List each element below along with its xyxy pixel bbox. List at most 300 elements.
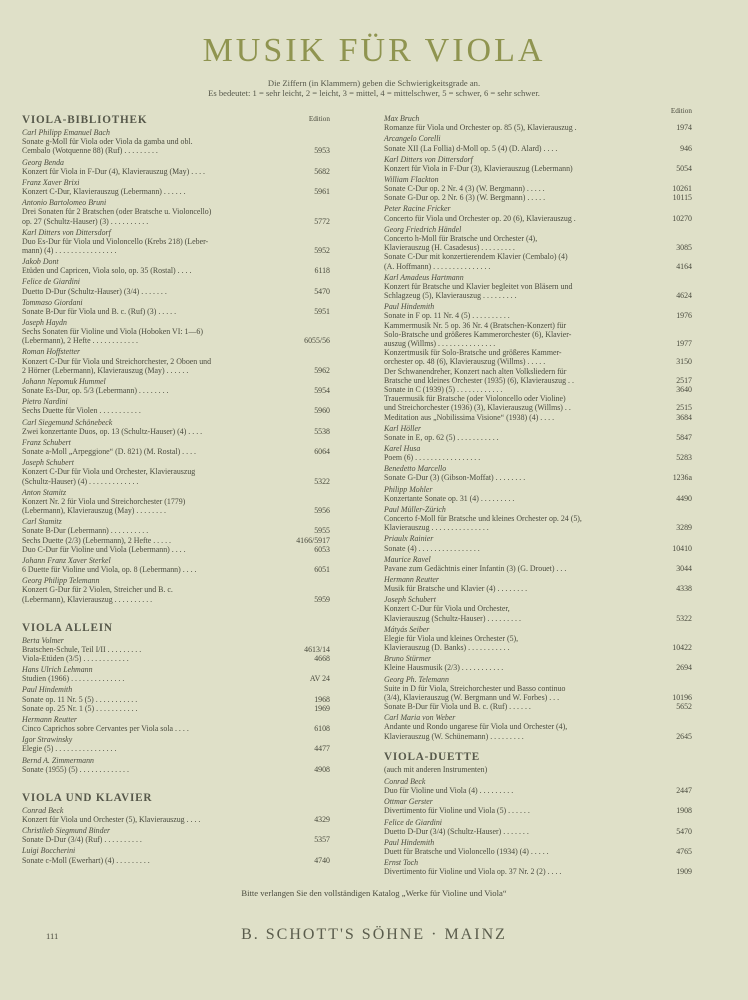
- work-line: [22, 237, 330, 246]
- edition-number: 4477: [314, 744, 330, 754]
- catalog-entry: [22, 418, 330, 436]
- work-title: Konzert C-Dur für Viola und Orchester, Klavierauszug: [22, 467, 196, 477]
- work-line: [22, 545, 330, 554]
- work-title: Klavierauszug (Schultz-Hauser) . . . . . . . . .: [384, 613, 521, 623]
- work-title: Klavierauszug (D. Banks) . . . . . . . . . . .: [384, 643, 510, 653]
- difficulty-legend: Es bedeutet: 1 = sehr leicht, 2 = leicht, 3 = mittel, 4 = mittelschwer, 5 = schwer, 6 = sehr schwer.: [208, 88, 540, 98]
- work-line: [384, 413, 692, 422]
- composer-name: Carl Philipp Emanuel Bach: [22, 128, 110, 137]
- work-line: [384, 234, 692, 243]
- edition-number: 5470: [676, 826, 692, 836]
- edition-label: Edition: [308, 115, 330, 123]
- work-line: [22, 146, 330, 155]
- section-heading-viola-allein: VIOLA ALLEIN: [22, 621, 113, 634]
- composer-name: Hermann Reutter: [384, 574, 440, 584]
- composer-name: Max Bruch: [384, 114, 420, 123]
- work-title: Konzert für Viola in F-Dur (3), Klavierauszug (Lebermann): [384, 163, 573, 173]
- catalog-entry: [22, 228, 330, 256]
- catalog-entry: [384, 818, 692, 836]
- bibliothek-list: [22, 128, 330, 604]
- work-title: Zwei konzertante Duos, op. 13 (Schultz-Hauser) (4) . . . .: [22, 426, 203, 436]
- catalog-entry: [384, 485, 692, 503]
- edition-number: 3684: [676, 412, 692, 422]
- composer-name: Anton Stamitz: [22, 487, 67, 497]
- work-title: Divertimento für Violine und Viola (5) . . . . . .: [384, 806, 530, 816]
- catalog-entry: [384, 155, 692, 173]
- work-title: Sonate B-Dur für Viola und B. c. (Ruf) . . . . . .: [384, 702, 531, 712]
- edition-number: 5955: [314, 526, 330, 536]
- work-line: [22, 217, 330, 226]
- composer-name: Carl Maria von Weber: [384, 713, 456, 723]
- work-title: Kleine Hausmusik (2/3) . . . . . . . . . . .: [384, 663, 504, 673]
- composer-name: Karl Amadeus Hartmann: [384, 272, 464, 282]
- catalog-entry: [22, 318, 330, 346]
- edition-number: 5283: [676, 453, 692, 463]
- work-title: Der Schwanendreher, Konzert nach alten Volksliedern für: [384, 366, 567, 376]
- work-line: [384, 282, 692, 291]
- composer-name: Roman Hoffstetter: [22, 347, 81, 357]
- work-title: Elegie (5) . . . . . . . . . . . . . . . .: [22, 744, 117, 754]
- edition-number: 4765: [676, 847, 692, 856]
- edition-number: 5682: [314, 166, 330, 176]
- work-title: Solo-Bratsche und größeres Kammerorchester (6), Klavier-: [384, 329, 572, 339]
- edition-number: 4668: [314, 654, 330, 664]
- composer-name: Arcangelo Corelli: [384, 134, 441, 144]
- work-line: [384, 643, 692, 652]
- work-line: [384, 214, 692, 223]
- catalog-entry: [384, 797, 692, 815]
- edition-number: 4338: [676, 584, 692, 594]
- catalog-entry: [384, 505, 692, 533]
- composer-name: Paul Müller-Zürich: [384, 504, 446, 514]
- edition-number: 4329: [314, 815, 330, 825]
- catalog-entry: [22, 756, 330, 774]
- work-line: [384, 164, 692, 173]
- composer-name: Paul Hindemith: [384, 302, 435, 312]
- composer-name: Georg Friedrich Händel: [384, 224, 462, 234]
- edition-number: 3289: [676, 523, 692, 533]
- work-line: [384, 604, 692, 613]
- work-line: [22, 327, 330, 336]
- work-line: [384, 394, 692, 403]
- work-title: Bratschen-Schule, Teil I/II . . . . . . . . .: [22, 644, 142, 654]
- composer-name: Joseph Haydn: [22, 317, 67, 327]
- composer-name: Joseph Schubert: [22, 458, 74, 468]
- catalog-entry: [384, 134, 692, 152]
- work-title: Sonate in C (1939) (5) . . . . . . . . . . . .: [384, 384, 503, 394]
- work-title: Romanze für Viola und Orchester op. 85 (5), Klavierauszug .: [384, 123, 577, 133]
- work-line: [22, 565, 330, 574]
- difficulty-note: Die Ziffern (in Klammern) geben die Schwierigkeitsgrade an.: [267, 78, 481, 88]
- work-title: Cinco Caprichos sobre Cervantes per Viola sola . . . .: [22, 724, 189, 734]
- edition-number: 5956: [314, 506, 330, 516]
- section-heading-viola-duette: VIOLA-DUETTE: [384, 750, 481, 763]
- work-line: [384, 614, 692, 623]
- catalog-entry: [22, 556, 330, 574]
- work-title: Schlagzeug (5), Klavierauszug . . . . . . . . .: [384, 291, 517, 300]
- work-title: Poem (6) . . . . . . . . . . . . . . . . .: [384, 453, 481, 463]
- work-line: [384, 193, 692, 202]
- work-line: [22, 207, 330, 216]
- work-line: [384, 684, 692, 693]
- work-line: [384, 311, 692, 320]
- composer-name: Ottmar Gerster: [384, 797, 433, 807]
- section-subheading: (auch mit anderen Instrumenten): [384, 764, 488, 774]
- catalog-entry: [384, 114, 692, 132]
- work-line: [22, 526, 330, 535]
- work-line: [384, 357, 692, 366]
- page-title: MUSIK FÜR VIOLA: [202, 32, 546, 69]
- work-title: Sonate a-Moll „Arpeggione“ (D. 821) (M. Rostal) . . . .: [22, 447, 196, 457]
- composer-name: Hermann Reutter: [22, 714, 78, 724]
- catalog-entry: [384, 777, 692, 795]
- work-line: [22, 674, 330, 683]
- work-line: [384, 348, 692, 357]
- work-line: [22, 366, 330, 375]
- edition-number: 5953: [314, 146, 330, 156]
- edition-label: Edition: [670, 107, 692, 115]
- work-title: (A. Hoffmann) . . . . . . . . . . . . . . .: [384, 261, 491, 271]
- edition-number: 6118: [314, 266, 330, 276]
- edition-number: 5960: [314, 406, 330, 416]
- edition-number: 1909: [676, 867, 692, 877]
- composer-name: Franz Schubert: [22, 437, 71, 447]
- composer-name: Johann Franz Xaver Sterkel: [22, 555, 111, 565]
- edition-number: 5962: [314, 365, 330, 375]
- work-line: [384, 144, 692, 153]
- edition-number: 5847: [676, 432, 692, 442]
- catalog-entry: [384, 838, 692, 856]
- work-title: Sonate in F op. 11 Nr. 4 (5) . . . . . . . . . .: [384, 311, 510, 321]
- work-line: [22, 137, 330, 146]
- work-line: [22, 695, 330, 704]
- allein-list: [22, 636, 330, 774]
- edition-number: 4164: [676, 261, 692, 271]
- composer-name: Priaulx Rainier: [384, 534, 434, 544]
- catalog-entry: [22, 806, 330, 824]
- work-title: Sonate op. 25 Nr. 1 (5) . . . . . . . . . . .: [22, 703, 138, 713]
- work-title: Sonate (1955) (5) . . . . . . . . . . . . .: [22, 764, 129, 774]
- composer-name: Conrad Beck: [384, 776, 426, 786]
- section-heading-viola-bibliothek: VIOLA-BIBLIOTHEK: [22, 114, 148, 126]
- work-title: Sonate B-Dur für Viola und B. c. (Ruf) (3) . . . . .: [22, 306, 177, 316]
- edition-number: 10261: [672, 184, 692, 194]
- left-column: [22, 114, 330, 867]
- edition-number: 1977: [676, 338, 692, 348]
- work-line: [384, 321, 692, 330]
- work-line: [22, 595, 330, 604]
- work-title: Andante und Rondo ungarese für Viola und Orchester (4),: [384, 722, 568, 732]
- work-line: [22, 307, 330, 316]
- work-line: [384, 376, 692, 385]
- catalog-entry: [22, 735, 330, 753]
- work-title: Sonate C-Dur op. 2 Nr. 4 (3) (W. Bergmann) . . . . .: [384, 184, 545, 194]
- composer-name: Georg Benda: [22, 157, 64, 167]
- composer-name: Georg Philipp Telemann: [22, 576, 100, 586]
- catalog-entry: [384, 225, 692, 271]
- work-title: Sonate C-Dur mit konzertierendem Klavier (Cembalo) (4): [384, 252, 568, 262]
- catalog-note: Bitte verlangen Sie den vollständigen Katalog „Werke für Violine und Viola“: [241, 888, 507, 898]
- composer-name: Pietro Nardini: [22, 397, 68, 407]
- work-title: Konzert C-Dur für Viola und Orchester,: [384, 604, 510, 614]
- work-line: [22, 645, 330, 654]
- composer-name: Antonio Bartolomeo Bruni: [22, 198, 107, 208]
- edition-number: 4490: [676, 493, 692, 503]
- work-line: [22, 246, 330, 255]
- composer-name: Tommaso Giordani: [22, 297, 83, 307]
- catalog-entry: [384, 302, 692, 422]
- work-line: [384, 702, 692, 711]
- work-title: Duo C-Dur für Violine und Viola (Lebermann) . . . .: [22, 544, 186, 554]
- work-title: Duo für Violine und Viola (4) . . . . . . . . .: [384, 786, 514, 796]
- edition-number: 5357: [314, 835, 330, 845]
- work-title: (Lebermann), Klavierauszug (May) . . . . . . . .: [22, 506, 166, 516]
- work-line: [22, 477, 330, 486]
- edition-number: 5951: [314, 306, 330, 316]
- edition-number: 1908: [676, 806, 692, 816]
- edition-number: 3640: [676, 384, 692, 394]
- work-title: Sonate G-Dur op. 2 Nr. 6 (3) (W. Bergmann) . . . . .: [384, 193, 546, 203]
- composer-name: Felice de Giardini: [22, 277, 80, 287]
- edition-number: 3085: [676, 243, 692, 253]
- work-line: [384, 184, 692, 193]
- edition-number: 4624: [676, 291, 692, 300]
- work-title: Konzert C-Dur für Viola und Streichorchester, 2 Oboen und: [22, 356, 212, 366]
- work-line: [22, 536, 330, 545]
- work-line: [22, 585, 330, 594]
- work-line: [384, 252, 692, 261]
- work-line: [384, 634, 692, 643]
- page-number: 111: [46, 931, 59, 941]
- catalog-entry: [22, 158, 330, 176]
- catalog-entry: [384, 534, 692, 552]
- composer-name: Paul Hindemith: [384, 837, 435, 847]
- work-line: [22, 654, 330, 663]
- work-title: Sonate op. 11 Nr. 5 (5) . . . . . . . . . . .: [22, 694, 138, 704]
- edition-number: 10410: [672, 543, 692, 553]
- edition-number: AV 24: [309, 674, 330, 684]
- work-line: [22, 724, 330, 733]
- work-title: Konzert für Viola in F-Dur (4), Klavierauszug (May) . . . .: [22, 166, 206, 176]
- work-line: [384, 291, 692, 300]
- catalog-entry: [384, 464, 692, 482]
- work-title: Sechs Duette für Violen . . . . . . . . . . .: [22, 406, 141, 416]
- composer-name: Carl Stamitz: [22, 517, 62, 527]
- edition-number: 6053: [314, 544, 330, 554]
- publisher-imprint: B. SCHOTT'S SÖHNE · MAINZ: [241, 926, 507, 943]
- work-line: [384, 867, 692, 876]
- work-title: Duetto D-Dur (Schultz-Hauser) (3/4) . . . . . . .: [22, 286, 167, 296]
- work-title: Kammermusik Nr. 5 op. 36 Nr. 4 (Bratschen-Konzert) für: [384, 320, 567, 330]
- composer-name: Conrad Beck: [22, 805, 64, 815]
- composer-name: Felice de Giardini: [384, 817, 442, 827]
- work-title: Sechs Sonaten für Violine und Viola (Hoboken VI: 1—6): [22, 327, 203, 337]
- work-line: [384, 722, 692, 731]
- work-line: [384, 243, 692, 252]
- composer-name: Philipp Mohler: [384, 484, 433, 494]
- catalog-entry: [384, 444, 692, 462]
- edition-number: 2694: [676, 663, 692, 673]
- work-title: Duett für Bratsche und Violoncello (1934) (4) . . . . .: [384, 847, 549, 856]
- catalog-entry: [384, 175, 692, 203]
- composer-name: Benedetto Marcello: [384, 464, 447, 474]
- composer-name: Luigi Boccherini: [22, 846, 76, 856]
- catalog-entry: [22, 198, 330, 226]
- duette-list: [384, 777, 692, 877]
- edition-number: 4908: [314, 764, 330, 774]
- edition-number: 6051: [314, 565, 330, 575]
- work-title: Sonate in E, op. 62 (5) . . . . . . . . . . .: [384, 432, 499, 442]
- catalog-entry: [22, 846, 330, 864]
- composer-name: Karl Höller: [384, 423, 422, 433]
- composer-name: William Flackton: [384, 174, 439, 184]
- work-line: [22, 835, 330, 844]
- edition-number: 6064: [314, 447, 330, 457]
- catalog-entry: [22, 715, 330, 733]
- edition-number: 5959: [314, 594, 330, 604]
- work-title: Musik für Bratsche und Klavier (4) . . . . . . . .: [384, 584, 528, 594]
- work-line: [22, 497, 330, 506]
- edition-number: 1968: [314, 694, 330, 704]
- work-title: op. 27 (Schultz-Hauser) (3) . . . . . . . . . .: [22, 216, 149, 226]
- work-line: [22, 266, 330, 275]
- catalog-entry: [384, 273, 692, 301]
- composer-name: Karl Ditters von Dittersdorf: [22, 227, 111, 237]
- work-line: [384, 385, 692, 394]
- work-title: Duetto D-Dur (3/4) (Schultz-Hauser) . . . . . . .: [384, 826, 529, 836]
- work-line: [22, 744, 330, 753]
- work-title: Trauermusik für Bratsche (oder Violoncello oder Violine): [384, 394, 566, 404]
- catalog-entry: [384, 555, 692, 573]
- composer-name: Bernd A. Zimmermann: [22, 755, 94, 765]
- edition-number: 10270: [672, 213, 692, 223]
- catalog-entry: [384, 858, 692, 876]
- edition-number: 1974: [676, 123, 692, 133]
- section-header: [384, 751, 692, 765]
- composer-name: Berta Volmer: [22, 635, 64, 645]
- composer-name: Mátyás Seiber: [384, 624, 430, 634]
- work-title: Suite in D für Viola, Streichorchester und Basso continuo: [384, 683, 566, 693]
- work-title: Sonate g-Moll für Viola oder Viola da gamba und obl.: [22, 137, 193, 147]
- catalog-entry: [22, 665, 330, 683]
- work-line: [384, 663, 692, 672]
- work-line: [22, 167, 330, 176]
- catalog-entry: [384, 575, 692, 593]
- work-title: Sonate B-Dur (Lebermann) . . . . . . . . . .: [22, 526, 149, 536]
- work-line: [22, 467, 330, 476]
- work-line: [22, 287, 330, 296]
- catalog-entry: [384, 713, 692, 741]
- work-line: [22, 386, 330, 395]
- work-line: [384, 827, 692, 836]
- composer-name: Johann Nepomuk Hummel: [22, 376, 106, 386]
- work-line: [384, 453, 692, 462]
- edition-number: 2517: [676, 375, 692, 385]
- work-title: Concerto h-Moll für Bratsche und Orchester (4),: [384, 233, 538, 243]
- catalog-entry: [384, 625, 692, 653]
- work-title: Konzert Nr. 2 für Viola und Streichorchester (1779): [22, 496, 186, 506]
- catalog-entry: [22, 128, 330, 156]
- catalog-entry: [22, 685, 330, 713]
- composer-name: Igor Strawinsky: [22, 735, 73, 745]
- edition-number: 5322: [314, 476, 330, 486]
- composer-name: Christlieb Siegmund Binder: [22, 826, 111, 836]
- work-title: Konzert G-Dur für 2 Violen, Streicher und B. c.: [22, 585, 173, 595]
- catalog-entry: [22, 438, 330, 456]
- work-line: [22, 187, 330, 196]
- edition-number: 2515: [676, 403, 692, 413]
- edition-number: 5652: [676, 702, 692, 712]
- work-title: Sonate XII (La Follia) d-Moll op. 5 (4) (D. Alard) . . . .: [384, 143, 558, 153]
- work-title: Divertimento für Violine und Viola op. 37 Nr. 2 (2) . . . .: [384, 867, 562, 877]
- catalog-entry: [22, 277, 330, 295]
- work-title: 6 Duette für Violine und Viola, op. 8 (Lebermann) . . . .: [22, 565, 197, 575]
- composer-name: Carl Siegemund Schönebeck: [22, 417, 113, 427]
- catalog-entry: [22, 397, 330, 415]
- work-line: [384, 514, 692, 523]
- edition-number: 5054: [676, 163, 692, 173]
- catalog-entry: [384, 424, 692, 442]
- work-line: [384, 806, 692, 815]
- composer-name: Bruno Stürmer: [384, 654, 432, 664]
- edition-number: 10115: [672, 193, 692, 203]
- work-title: Concerto für Viola und Orchester op. 20 (6), Klavierauszug .: [384, 213, 576, 223]
- edition-number: 10422: [672, 643, 692, 653]
- work-title: Klavierauszug . . . . . . . . . . . . . . .: [384, 523, 489, 533]
- work-line: [384, 786, 692, 795]
- catalog-entry: [22, 377, 330, 395]
- composer-name: Karl Ditters von Dittersdorf: [384, 154, 473, 164]
- work-line: [22, 765, 330, 774]
- work-line: [384, 523, 692, 532]
- catalog-entry: [22, 458, 330, 486]
- work-line: [384, 330, 692, 339]
- work-title: Etüden und Capricen, Viola solo, op. 35 (Rostal) . . . .: [22, 266, 192, 276]
- work-title: Pavane zum Gedächtnis einer Infantin (3) (G. Drouet) . . .: [384, 563, 567, 573]
- work-line: [384, 693, 692, 702]
- right-column: [384, 107, 692, 878]
- edition-number: 10196: [672, 692, 692, 702]
- catalog-entry: [22, 347, 330, 375]
- edition-number: 6055/56: [304, 336, 330, 346]
- work-line: [384, 584, 692, 593]
- edition-number: 1976: [676, 311, 692, 321]
- work-line: [384, 403, 692, 412]
- work-title: Konzertmusik für Solo-Bratsche und größeres Kammer-: [384, 348, 562, 358]
- edition-number: 3150: [676, 357, 692, 367]
- work-title: Konzert C-Dur, Klavierauszug (Lebermann) . . . . . .: [22, 187, 186, 196]
- work-title: Viola-Etüden (3/5) . . . . . . . . . . . .: [22, 654, 129, 664]
- work-title: auszug (Willms) . . . . . . . . . . . . . . .: [384, 338, 496, 348]
- work-line: [22, 856, 330, 865]
- work-line: [22, 506, 330, 515]
- work-title: orchester op. 48 (6), Klavierauszug (Willms) . . . . .: [384, 357, 546, 367]
- section-header: [22, 114, 330, 128]
- catalog-entry: [22, 178, 330, 196]
- work-title: mann) (4) . . . . . . . . . . . . . . . .: [22, 246, 117, 255]
- work-line: [22, 704, 330, 713]
- work-title: Sonate (4) . . . . . . . . . . . . . . . .: [384, 543, 480, 553]
- edition-number: 5952: [314, 246, 330, 255]
- work-title: 2 Hörner (Lebermann), Klavierauszug (May) . . . . . .: [22, 365, 189, 375]
- section-header: [22, 622, 330, 636]
- work-title: Konzert für Bratsche und Klavier begleitet von Bläsern und: [384, 281, 573, 291]
- work-title: (Schultz-Hauser) (4) . . . . . . . . . . . . .: [22, 476, 139, 486]
- work-line: [384, 494, 692, 503]
- work-line: [22, 427, 330, 436]
- work-title: Klavierauszug (H. Casadesus) . . . . . . . . .: [384, 243, 515, 253]
- edition-number: 5772: [314, 216, 330, 226]
